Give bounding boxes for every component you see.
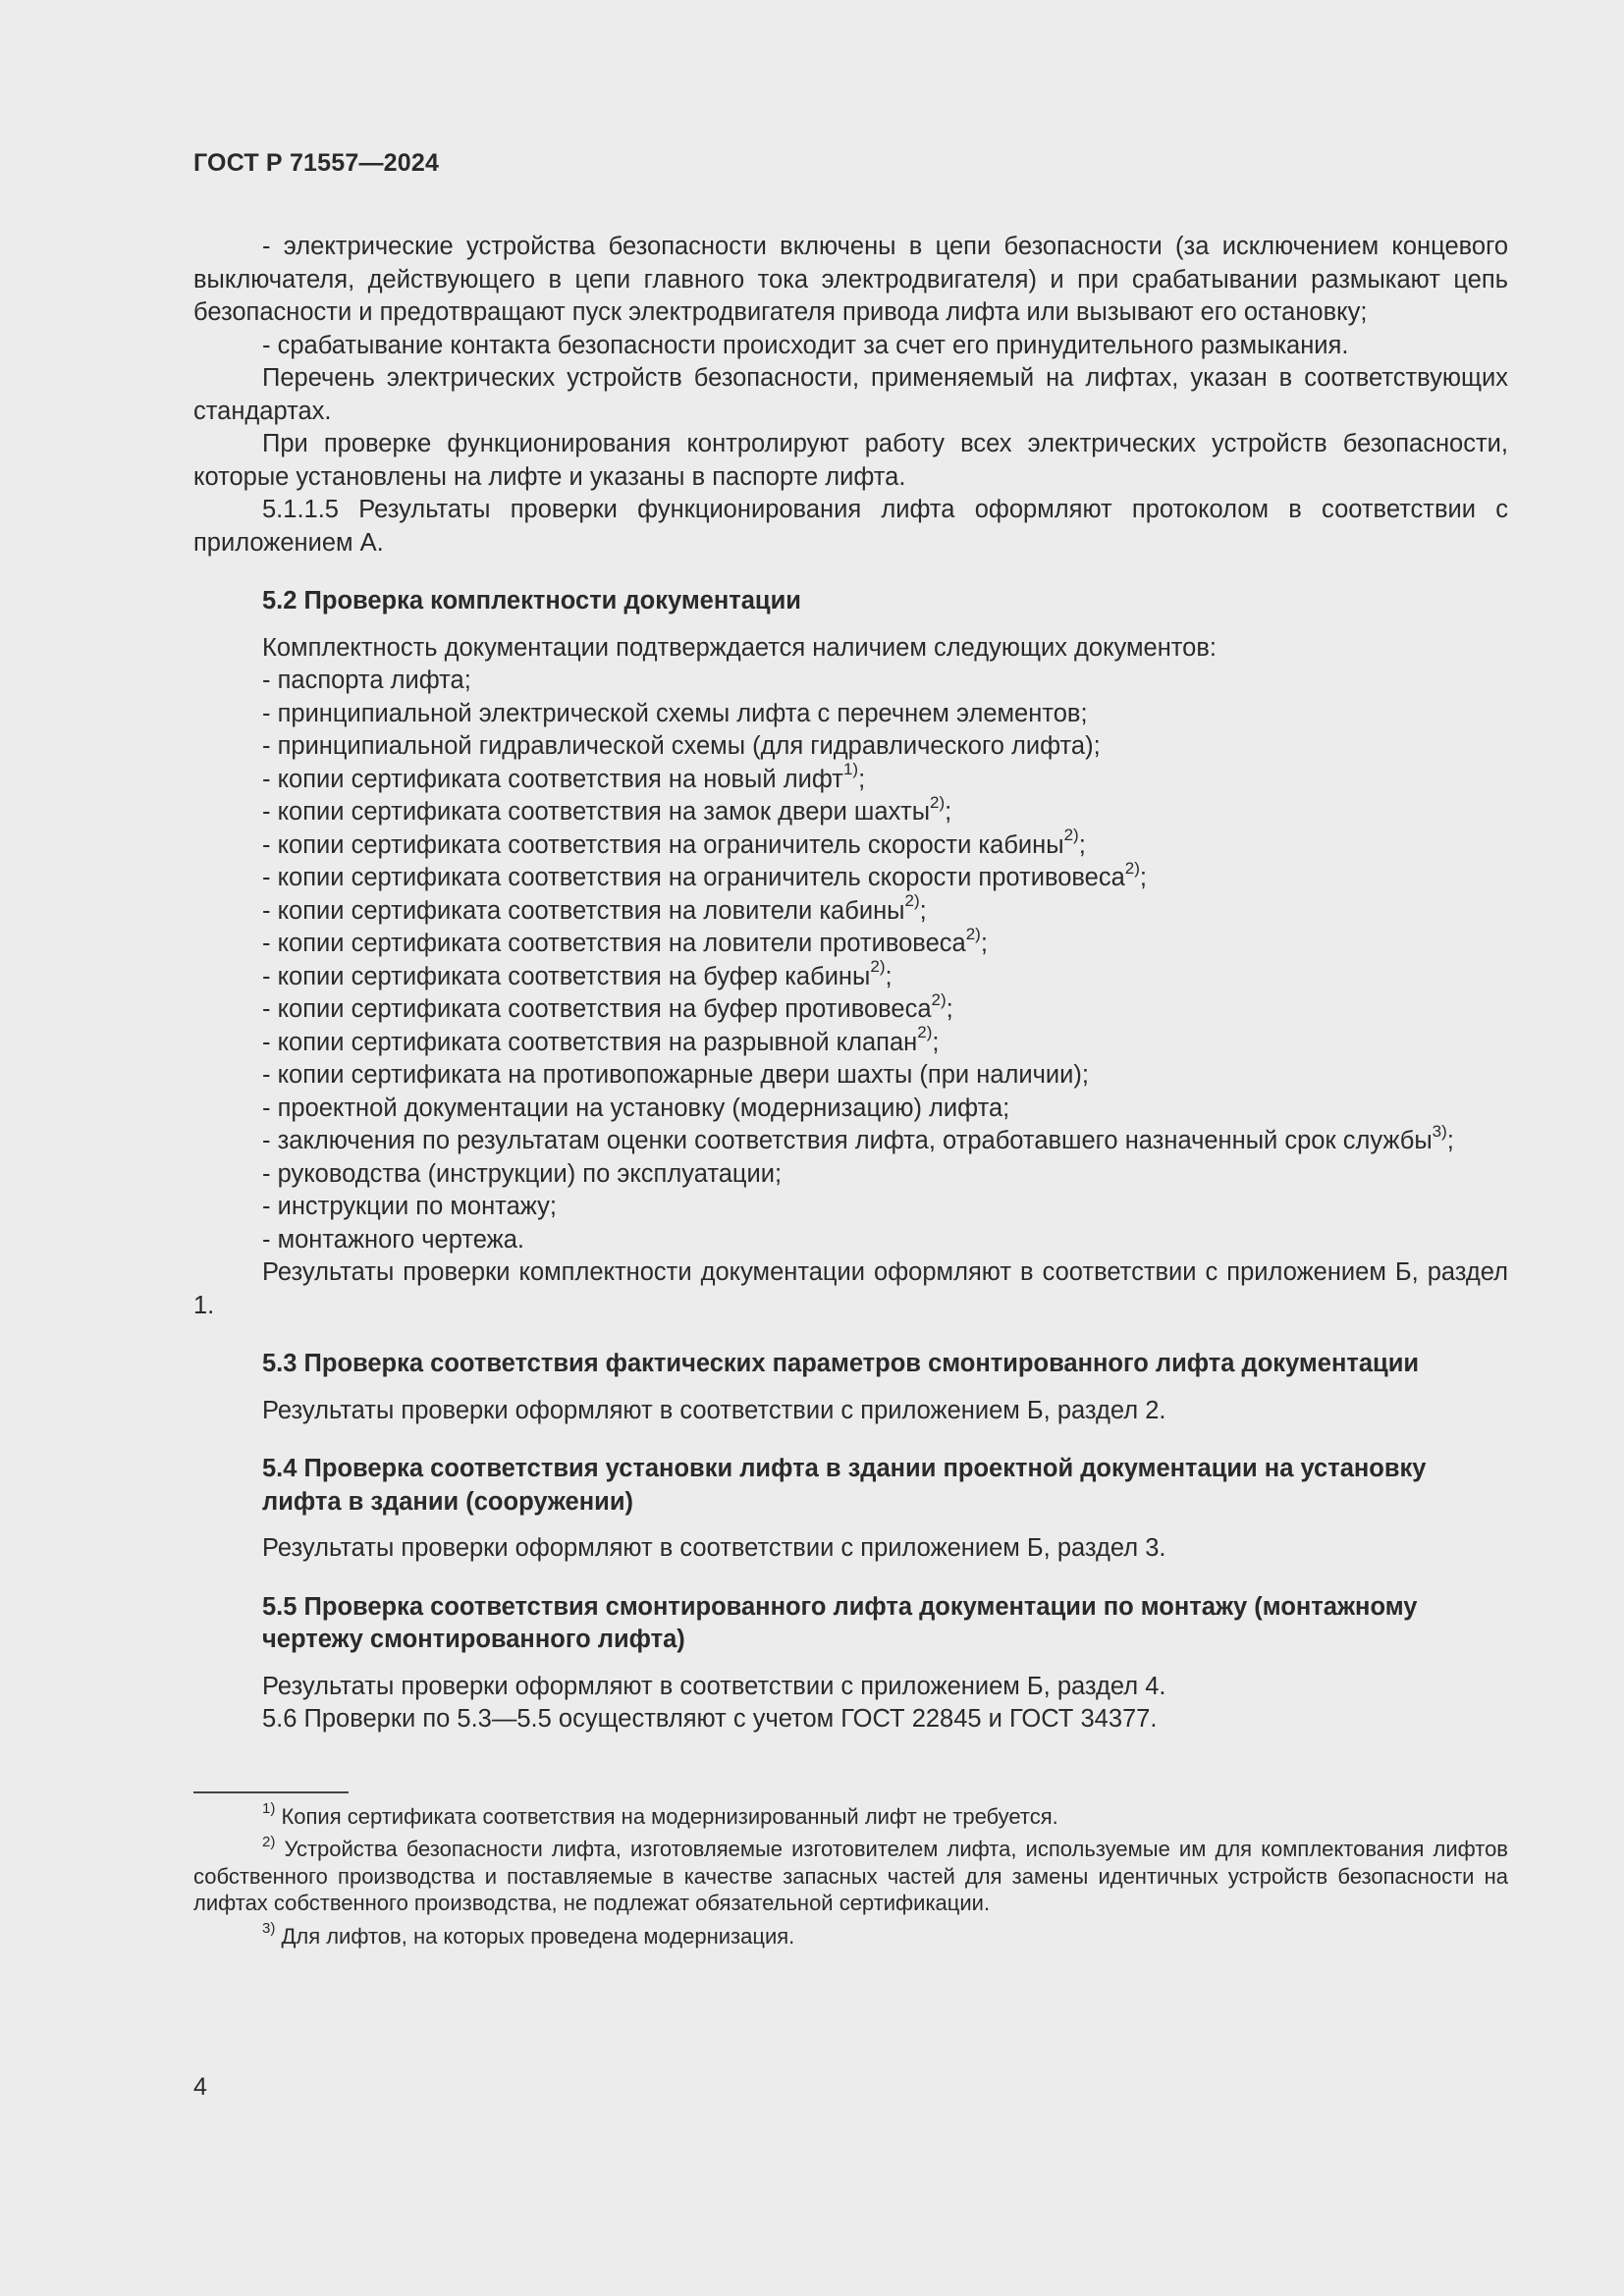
list-item-text: - паспорта лифта; [262,667,471,694]
list-item [193,1158,1508,1192]
section-5-6: 5.6 Проверки по 5.3—5.5 осуществляют с учетом ГОСТ 22845 и ГОСТ 34377. [262,1705,1158,1733]
section-5-2-result: Результаты проверки комплектности документации оформляют в соответствии с приложением Б, раздел 1. [193,1258,1508,1319]
footnote-mark: 1) [262,1800,276,1818]
document-body [193,231,1508,1949]
footnote [193,1833,1508,1917]
footnote-ref: 2) [904,891,920,910]
list-item [193,665,1508,698]
list-item-tail: ; [980,930,988,957]
list-item-text: - руководства (инструкции) по эксплуатации; [262,1159,783,1188]
list-item-text: - копии сертификата соответствия на буфер кабины [262,962,871,990]
section-5-5-result: Результаты проверки оформляют в соответствии с приложением Б, раздел 4. [262,1672,1166,1700]
list-intro: Комплектность документации подтверждается наличием следующих документов: [262,633,1217,662]
list-item-text: - принципиальной гидравлической схемы (для гидравлического лифта); [262,732,1101,760]
list-item-tail: ; [919,896,927,925]
list-item-text: - инструкции по монтажу; [262,1193,557,1220]
list-item-tail: ; [1446,1127,1454,1154]
section-heading-5-2: 5.2 Проверка комплектности документации [262,587,801,614]
list-item-text: - копии сертификата соответствия на ловители противовеса [262,930,966,957]
list-item [193,1224,1508,1257]
list-item-tail: ; [1139,864,1147,891]
footnote-mark: 2) [262,1833,276,1850]
list-item [193,891,1508,929]
page-number: 4 [193,2073,207,2101]
footnote [193,1920,1508,1950]
footnote-divider [193,1791,349,1793]
list-item-text: - копии сертификата соответствия на ограничитель скорости кабины [262,830,1064,859]
list-item [193,1023,1508,1060]
list-item-tail: ; [946,995,953,1023]
list-item-text: - принципиальной электрической схемы лифта с перечнем элементов; [262,699,1088,727]
list-item-tail: ; [945,798,952,826]
list-item-tail: ; [858,765,866,793]
list-item [193,989,1508,1027]
list-item-text: - копии сертификата соответствия на буфер противовеса [262,995,932,1023]
list-item [193,698,1508,731]
intro-item: - электрические устройства безопасности включены в цепи безопасности (за исключением концевого выключателя, действующего в цепи главного тока электродвигателя) и при срабатывании размыкают цепь безопасности и предотвращают пуск электродвигателя привода лифта или вызывают его остановку; [193,233,1508,326]
documents-list [193,665,1508,1256]
list-item-text: - монтажного чертежа. [262,1225,524,1254]
paragraph: 5.1.1.5 Результаты проверки функционирования лифта оформляют протоколом в соответствии с приложением А. [193,496,1508,557]
list-item [193,924,1508,961]
footnote-ref: 2) [930,792,946,812]
list-item-text: - копии сертификата соответствия на ловители кабины [262,896,905,925]
list-item-text: - проектной документации на установку (модернизацию) лифта; [262,1094,1010,1122]
footnote-ref: 2) [965,924,981,943]
list-item [193,1093,1508,1126]
list-item [193,826,1508,863]
list-item [193,1121,1508,1158]
list-item [193,730,1508,764]
list-item-text: - копии сертификата соответствия на разрывной клапан [262,1028,918,1056]
list-item-text: - копии сертификата соответствия на новый лифт [262,765,843,793]
paragraph: При проверке функционирования контролируют работу всех электрических устройств безопасности, которые установлены на лифте и указаны в паспорте лифта. [193,430,1508,491]
section-heading-5-3: 5.3 Проверка соответствия фактических параметров смонтированного лифта документации [262,1350,1420,1377]
list-item [193,1191,1508,1224]
list-item [193,858,1508,895]
list-item-text: - копии сертификата соответствия на замок двери шахты [262,798,931,826]
footnote-mark: 3) [262,1920,276,1938]
section-5-3-result: Результаты проверки оформляют в соответствии с приложением Б, раздел 2. [262,1396,1166,1424]
list-item-text: - заключения по результатам оценки соответствия лифта, отработавшего назначенный срок службы [262,1127,1433,1154]
section-heading-5-5: 5.5 Проверка соответствия смонтированного лифта документации по монтажу (монтажному чертежу смонтированного лифта) [262,1592,1418,1653]
footnotes [193,1800,1508,1950]
footnote-ref: 1) [842,760,859,778]
list-item [193,760,1508,797]
list-item [193,792,1508,829]
intro-item: - срабатывание контакта безопасности происходит за счет его принудительного размыкания. [262,331,1349,359]
footnote-text: Копия сертификата соответствия на модернизированный лифт не требуется. [275,1803,1058,1829]
footnote-ref: 2) [870,957,886,976]
footnote-ref: 3) [1432,1121,1447,1141]
section-5-4-result: Результаты проверки оформляют в соответствии с приложением Б, раздел 3. [262,1534,1166,1562]
footnote-ref: 2) [931,989,947,1009]
footnote-ref: 2) [917,1023,933,1041]
footnote [193,1800,1508,1831]
section-heading-5-4: 5.4 Проверка соответствия установки лифта в здании проектной документации на установку лифта в здании (сооружении) [262,1455,1427,1516]
list-item [193,1059,1508,1093]
footnote-text: Для лифтов, на которых проведена модернизация. [275,1923,795,1949]
list-item-text: - копии сертификата на противопожарные двери шахты (при наличии); [262,1061,1089,1089]
list-item-tail: ; [1078,830,1086,859]
list-item-tail: ; [932,1028,940,1056]
footnote-ref: 2) [1063,826,1079,844]
list-item [193,957,1508,994]
footnote-text: Устройства безопасности лифта, изготовляемые изготовителем лифта, используемые им для комплектования лифтов собственного производства и поставляемые в качестве запасных частей для замены идентичных устройств безопасности на лифтах собственного производства, не подлежат обязательной сертификации. [193,1837,1508,1915]
document-header: ГОСТ Р 71557—2024 [193,149,440,177]
list-item-tail: ; [885,962,893,990]
footnote-ref: 2) [1124,858,1140,878]
list-item-text: - копии сертификата соответствия на ограничитель скорости противовеса [262,864,1125,891]
paragraph: Перечень электрических устройств безопасности, применяемый на лифтах, указан в соответствующих стандартах. [193,364,1508,425]
